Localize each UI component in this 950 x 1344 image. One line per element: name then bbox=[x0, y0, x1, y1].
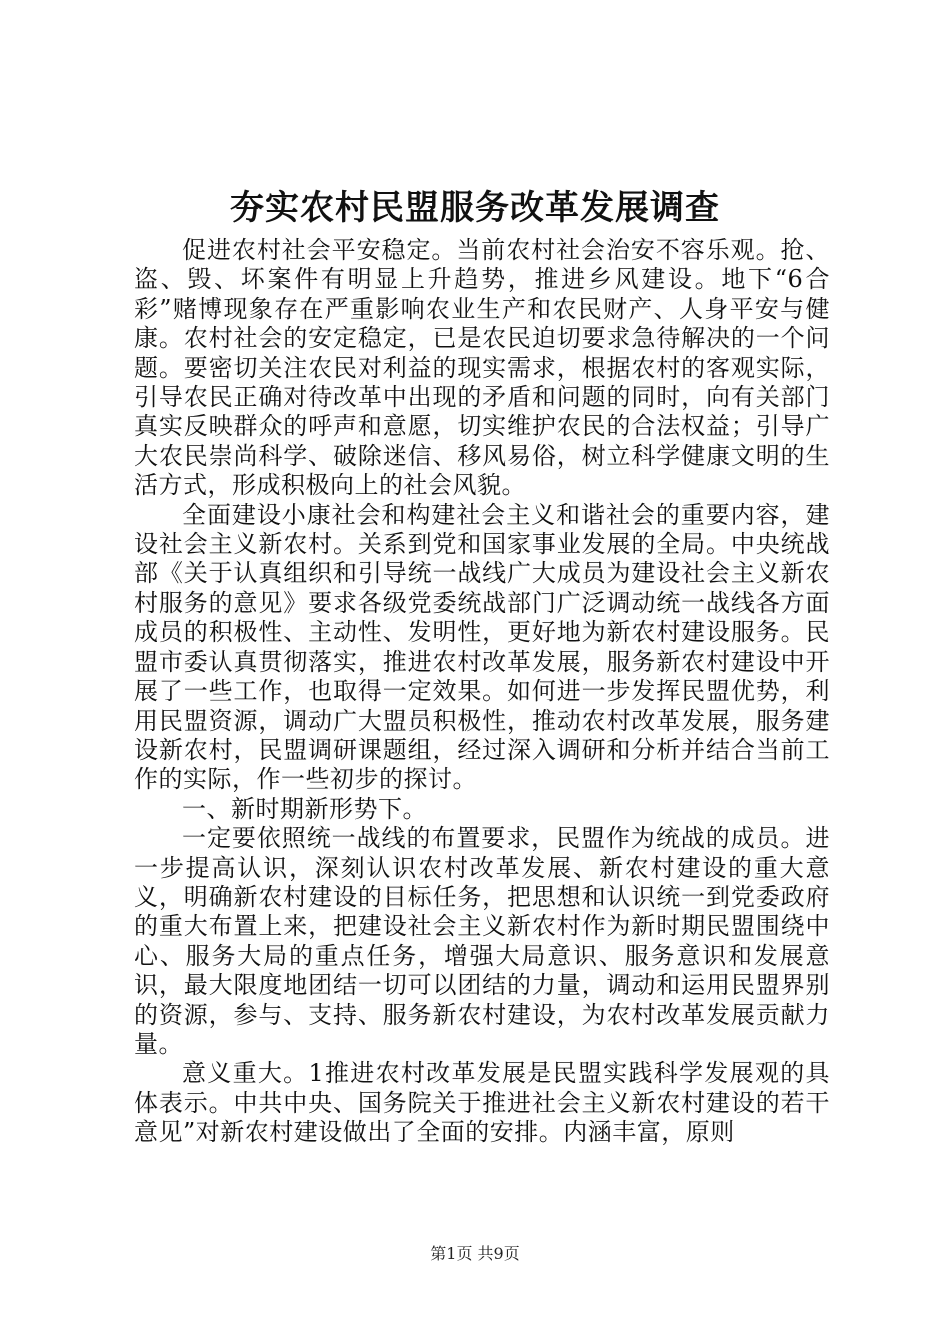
page-number-footer: 第1页 共9页 bbox=[430, 1244, 520, 1263]
document-title: 夯实农村民盟服务改革发展调查 bbox=[230, 188, 720, 228]
document-body bbox=[134, 236, 830, 1148]
section-heading-1: 一、新时期新形势下。 bbox=[182, 794, 427, 823]
paragraph-4: 意义重大。1推进农村改革发展是民盟实践科学发展观的具体表示。中共中央、国务院关于推进社会主义新农村建设的若干意见”对新农村建设做出了全面的安排。内涵丰富，原则 bbox=[134, 1059, 830, 1147]
paragraph-2: 全面建设小康社会和构建社会主义和谐社会的重要内容，建设社会主义新农村。关系到党和国家事业发展的全局。中央统战部《关于认真组织和引导统一战线广大成员为建设社会主义新农村服务的意见》要求各级党委统战部门广泛调动统一战线各方面成员的积极性、主动性、发明性，更好地为新农村建设服务。民盟市委认真贯彻落实，推进农村改革发展，服务新农村建设中开展了一些工作，也取得一定效果。如何进一步发挥民盟优势，利用民盟资源，调动广大盟员积极性，推动农村改革发展，服务建设新农村，民盟调研课题组，经过深入调研和分析并结合当前工作的实际，作一些初步的探讨。 bbox=[134, 500, 830, 794]
paragraph-1: 促进农村社会平安稳定。当前农村社会治安不容乐观。抢、盗、毁、坏案件有明显上升趋势，推进乡风建设。地下“6合彩”赌博现象存在严重影响农业生产和农民财产、人身平安与健康。农村社会的安定稳定，已是农民迫切要求急待解决的一个问题。要密切关注农民对利益的现实需求，根据农村的客观实际，引导农民正确对待改革中出现的矛盾和问题的同时，向有关部门真实反映群众的呼声和意愿，切实维护农民的合法权益；引导广大农民崇尚科学、破除迷信、移风易俗，树立科学健康文明的生活方式，形成积极向上的社会风貌。 bbox=[134, 236, 830, 500]
paragraph-3: 一定要依照统一战线的布置要求，民盟作为统战的成员。进一步提高认识，深刻认识农村改革发展、新农村建设的重大意义，明确新农村建设的目标任务，把思想和认识统一到党委政府的重大布置上来，把建设社会主义新农村作为新时期民盟围绕中心、服务大局的重点任务，增强大局意识、服务意识和发展意识，最大限度地团结一切可以团结的力量，调动和运用民盟界别的资源，参与、支持、服务新农村建设，为农村改革发展贡献力量。 bbox=[134, 824, 830, 1058]
